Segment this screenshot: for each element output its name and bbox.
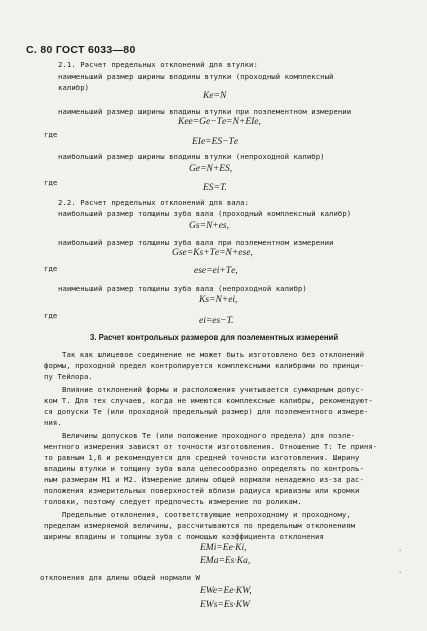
text-line: наименьший размер толщины зуба вала (непроходной калибр): [58, 284, 307, 293]
formula-gs: Gs=N+es,: [189, 221, 230, 231]
margin-mark: ·: [398, 569, 403, 577]
paragraph-line: головки, поэтому следует предпочесть измерение по роликам.: [44, 497, 302, 506]
paragraph-line: Величины допусков Tе (или положение проходного предела) для поэле-: [62, 431, 356, 440]
section-3-title: 3. Расчет контрольных размеров для поэлементных измерений: [90, 333, 339, 342]
paragraph-line: пределам измеряемой величины, рассчитываются по предельным отклонениям: [44, 521, 356, 530]
text-line: наибольший размер толщины зуба вала (проходный комплексный калибр): [58, 209, 352, 218]
paragraph-line: ся допуски Tе (или проходной предельный размер) для поэлементного измере-: [44, 407, 369, 416]
formula-kee: Kее=Gе−Tе=N+EIе,: [178, 117, 261, 127]
paragraph-line: ния.: [44, 418, 62, 427]
label-where: где: [44, 178, 58, 187]
formula-ks: Ks=N+ei,: [199, 295, 238, 305]
formula-gse: Gse=Ks+Tе=N+esе,: [172, 248, 253, 258]
paragraph-line: впадины втулки и толщину зуба вала целесообразно определять по контроль-: [44, 464, 364, 473]
formula-ese: esе=ei+Tе,: [194, 266, 238, 276]
subsection-2-2-heading: 2.2. Расчет предельных отклонений для вала:: [58, 198, 250, 207]
paragraph-line: ным размерам M1 и M2. Измерение длины общей нормали ненадежно из-за рас-: [44, 475, 364, 484]
subsection-2-1-heading: 2.1. Расчет предельных отклонений для втулки:: [58, 60, 258, 69]
paragraph-line: Влияние отклонений формы и расположения учитывается суммарным допус-: [62, 385, 365, 394]
paragraph-line: ментного измерения зависят от точности изготовления. Отношение T: Tе приня-: [44, 442, 378, 451]
formula-ge: Gе=N+ES,: [189, 164, 233, 174]
paragraph-line: ком Т. Для тех случаев, когда не имеются комплексные калибры, рекомендуют-: [44, 396, 373, 405]
paragraph-line: ширины впадины и толщины зуба с помощью коэффициента отклонения: [44, 532, 324, 541]
label-where: где: [44, 264, 58, 273]
paragraph-line: формы, проходной предел контролируется комплексными калибрами по принци-: [44, 361, 364, 370]
text-line: калибр): [58, 83, 90, 92]
text-line: наименьший размер ширины впадины втулки (проходный комплексный: [58, 72, 334, 81]
text-line: наибольший размер толщины зуба вала при поэлементном измерении: [58, 238, 334, 247]
paragraph-line: положения измерительных поверхностей вблизи радиуса кривизны или кромки: [44, 486, 360, 495]
paragraph-line: Так как шлицевое соединение не может быть изготовлено без отклонений: [62, 350, 365, 359]
formula-ke: Kе=N: [203, 91, 227, 101]
label-where: где: [44, 130, 58, 139]
formula-emi: EMi=Eе·Ki,: [200, 543, 247, 553]
formula-ews: EWs=Es·KW: [200, 600, 250, 610]
formula-ei: ei=es−T.: [199, 316, 234, 326]
formula-ema: EMa=Es·Ka,: [200, 556, 251, 566]
formula-eie: EIе=ES−Tе: [192, 137, 239, 147]
paragraph-line: Предельные отклонения, соответствующие непроходному и проходному,: [62, 510, 351, 519]
page-header: С. 80 ГОСТ 6033—80: [26, 44, 136, 56]
paragraph-line: пу Тейлора.: [44, 372, 93, 381]
label-where: где: [44, 311, 58, 320]
text-line: наименьший размер ширины впадины втулки при поэлементном измерении: [58, 107, 352, 116]
formula-ewe: EWe=Eе·KW,: [200, 586, 252, 596]
text-line: отклонения для длины общей нормали W: [40, 573, 200, 582]
formula-es: ES=T.: [203, 183, 227, 193]
margin-mark: ·: [398, 547, 403, 555]
paragraph-line: то равным 1,6 и рекомендуется для средней точности изготовления. Ширину: [44, 453, 360, 462]
text-line: наибольший размер ширины впадины втулки (непроходной калибр): [58, 152, 325, 161]
